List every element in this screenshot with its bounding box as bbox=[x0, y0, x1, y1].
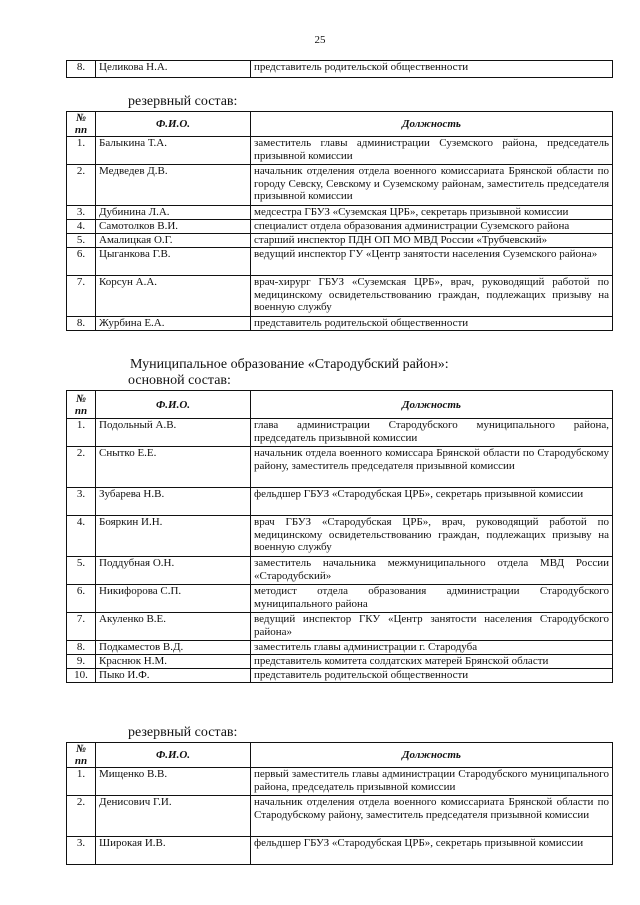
table-row bbox=[67, 837, 613, 865]
row-number: 1. bbox=[67, 137, 96, 165]
row-fio: Цыганкова Г.В. bbox=[96, 248, 251, 276]
column-header-position: Должность bbox=[251, 112, 613, 137]
row-number: 6. bbox=[67, 585, 96, 613]
table-row bbox=[67, 613, 613, 641]
row-number: 2. bbox=[67, 447, 96, 488]
table-row bbox=[67, 419, 613, 447]
table-row bbox=[67, 768, 613, 796]
table-row bbox=[67, 317, 613, 331]
section-heading-starodub-main: основной состав: bbox=[128, 373, 231, 388]
row-position: начальник отделения отдела военного комиссариата Брянской области по Стародубскому району, заместитель председателя призывной комиссии bbox=[251, 796, 613, 837]
table-row bbox=[67, 137, 613, 165]
table-row bbox=[67, 796, 613, 837]
row-position: первый заместитель главы администрации Стародубского муниципального района, председатель призывной комиссии bbox=[251, 768, 613, 796]
row-fio: Мищенко В.В. bbox=[96, 768, 251, 796]
row-number: 10. bbox=[67, 669, 96, 683]
table-row bbox=[67, 669, 613, 683]
table-row bbox=[67, 206, 613, 220]
row-position: заместитель главы администрации Суземского района, председатель призывной комиссии bbox=[251, 137, 613, 165]
row-position: старший инспектор ПДН ОП МО МВД России «Трубчевский» bbox=[251, 234, 613, 248]
row-fio: Дубинина Л.А. bbox=[96, 206, 251, 220]
row-fio: Журбина Е.А. bbox=[96, 317, 251, 331]
row-fio: Корсун А.А. bbox=[96, 276, 251, 317]
row-position: заместитель начальника межмуниципального отдела МВД России «Стародубский» bbox=[251, 557, 613, 585]
row-number: 7. bbox=[67, 276, 96, 317]
row-fio: Медведев Д.В. bbox=[96, 165, 251, 206]
row-position: начальник отдела военного комиссара Брянской области по Стародубскому району, заместитель председателя призывной комиссии bbox=[251, 447, 613, 488]
row-position: медсестра ГБУЗ «Суземская ЦРБ», секретарь призывной комиссии bbox=[251, 206, 613, 220]
table-row bbox=[67, 655, 613, 669]
row-fio: Амалицкая О.Г. bbox=[96, 234, 251, 248]
row-position: врач ГБУЗ «Стародубская ЦРБ», врач, руководящий работой по медицинскому освидетельствованию граждан, подлежащих призыву на военную службу bbox=[251, 516, 613, 557]
row-number: 8. bbox=[67, 317, 96, 331]
table-row bbox=[67, 585, 613, 613]
column-header-fio: Ф.И.О. bbox=[96, 391, 251, 419]
column-header-number: № пп bbox=[67, 391, 96, 419]
row-position: ведущий инспектор ГКУ «Центр занятости населения Стародубского района» bbox=[251, 613, 613, 641]
table-suzemka-main-continuation bbox=[66, 60, 613, 78]
row-position: представитель комитета солдатских матерей Брянской области bbox=[251, 655, 613, 669]
column-header-position: Должность bbox=[251, 743, 613, 768]
row-position: фельдшер ГБУЗ «Стародубская ЦРБ», секретарь призывной комиссии bbox=[251, 837, 613, 865]
row-fio: Бояркин И.Н. bbox=[96, 516, 251, 557]
row-fio: Подкаместов В.Д. bbox=[96, 641, 251, 655]
table-row bbox=[67, 165, 613, 206]
table-body bbox=[67, 61, 613, 78]
row-number: 3. bbox=[67, 837, 96, 865]
row-position: фельдшер ГБУЗ «Стародубская ЦРБ», секретарь призывной комиссии bbox=[251, 488, 613, 516]
table-row bbox=[67, 248, 613, 276]
table-suzemka-reserve bbox=[66, 111, 613, 331]
column-header-number: № пп bbox=[67, 112, 96, 137]
column-header-fio: Ф.И.О. bbox=[96, 112, 251, 137]
row-number: 5. bbox=[67, 557, 96, 585]
row-fio: Целикова Н.А. bbox=[96, 61, 251, 78]
row-fio: Широкая И.В. bbox=[96, 837, 251, 865]
table-starodub-main bbox=[66, 390, 613, 683]
section-heading-starodub-reserve: резервный состав: bbox=[128, 725, 238, 740]
table-row bbox=[67, 61, 613, 78]
row-fio: Поддубная О.Н. bbox=[96, 557, 251, 585]
row-position: методист отдела образования администрации Стародубского муниципального района bbox=[251, 585, 613, 613]
table-starodub-reserve bbox=[66, 742, 613, 865]
municipality-title: Муниципальное образование «Стародубский район»: bbox=[130, 357, 449, 372]
table-row bbox=[67, 641, 613, 655]
row-number: 1. bbox=[67, 768, 96, 796]
row-number: 6. bbox=[67, 248, 96, 276]
row-fio: Пыко И.Ф. bbox=[96, 669, 251, 683]
row-fio: Подольный А.В. bbox=[96, 419, 251, 447]
column-header-position: Должность bbox=[251, 391, 613, 419]
row-number: 3. bbox=[67, 488, 96, 516]
row-fio: Самотолков В.И. bbox=[96, 220, 251, 234]
table-row bbox=[67, 220, 613, 234]
table-row bbox=[67, 557, 613, 585]
row-position: представитель родительской общественности bbox=[251, 669, 613, 683]
row-number: 4. bbox=[67, 516, 96, 557]
row-number: 2. bbox=[67, 165, 96, 206]
row-number: 5. bbox=[67, 234, 96, 248]
row-number: 3. bbox=[67, 206, 96, 220]
row-number: 7. bbox=[67, 613, 96, 641]
table-row bbox=[67, 276, 613, 317]
table-header-row bbox=[67, 112, 613, 137]
row-position: начальник отделения отдела военного комиссариата Брянской области по городу Севску, Севскому и Суземскому районам, заместитель председателя призывной комиссии bbox=[251, 165, 613, 206]
row-position: врач-хирург ГБУЗ «Суземская ЦРБ», врач, руководящий работой по медицинскому освидетельствованию граждан, подлежащих призыву на военную службу bbox=[251, 276, 613, 317]
row-fio: Акуленко В.Е. bbox=[96, 613, 251, 641]
page-number: 25 bbox=[314, 34, 326, 46]
table-row bbox=[67, 488, 613, 516]
column-header-fio: Ф.И.О. bbox=[96, 743, 251, 768]
row-position: представитель родительской общественности bbox=[251, 317, 613, 331]
row-fio: Никифорова С.П. bbox=[96, 585, 251, 613]
column-header-number: № пп bbox=[67, 743, 96, 768]
row-number: 1. bbox=[67, 419, 96, 447]
row-position: представитель родительской общественности bbox=[251, 61, 613, 78]
row-fio: Краснюк Н.М. bbox=[96, 655, 251, 669]
row-number: 9. bbox=[67, 655, 96, 669]
row-position: специалист отдела образования администрации Суземского района bbox=[251, 220, 613, 234]
section-heading-suzemka-reserve: резервный состав: bbox=[128, 94, 238, 109]
table-header-row bbox=[67, 743, 613, 768]
row-number: 8. bbox=[67, 641, 96, 655]
row-fio: Зубарева Н.В. bbox=[96, 488, 251, 516]
table-row bbox=[67, 234, 613, 248]
row-position: ведущий инспектор ГУ «Центр занятости населения Суземского района» bbox=[251, 248, 613, 276]
table-row bbox=[67, 516, 613, 557]
row-number: 2. bbox=[67, 796, 96, 837]
row-position: заместитель главы администрации г. Стародуба bbox=[251, 641, 613, 655]
row-position: глава администрации Стародубского муниципального района, председатель призывной комиссии bbox=[251, 419, 613, 447]
table-row bbox=[67, 447, 613, 488]
row-fio: Балыкина Т.А. bbox=[96, 137, 251, 165]
row-number: 4. bbox=[67, 220, 96, 234]
table-header-row bbox=[67, 391, 613, 419]
row-number: 8. bbox=[67, 61, 96, 78]
row-fio: Денисович Г.И. bbox=[96, 796, 251, 837]
row-fio: Снытко Е.Е. bbox=[96, 447, 251, 488]
